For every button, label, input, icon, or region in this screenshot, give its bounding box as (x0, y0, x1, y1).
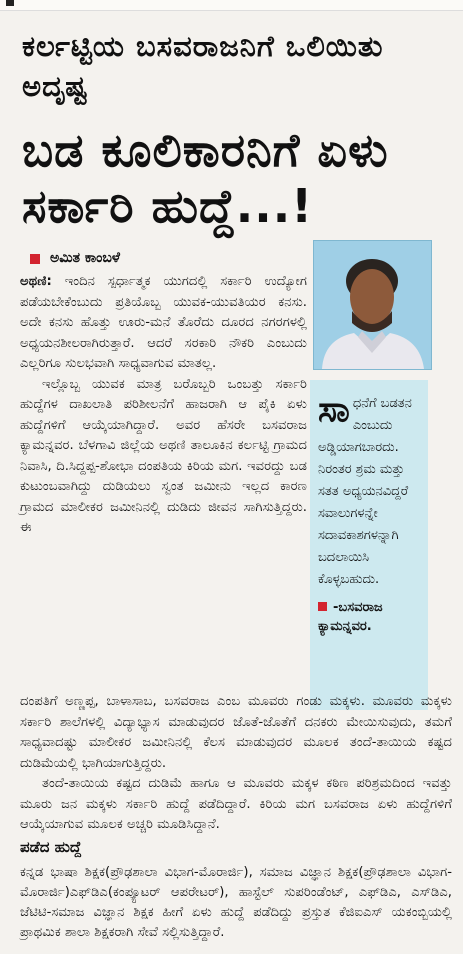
quote-attribution: -ಬಸವರಾಜ ಕ್ಯಾಮನ್ನವರ. (318, 600, 383, 634)
paragraph-2: ಇಲ್ಲೊಬ್ಬ ಯುವಕ ಮಾತ್ರ ಬರೊಬ್ಬರಿ ಒಂಬತ್ತು ಸರ್ಕಾರಿ ಹುದ್ದೆಗಳ ದಾಖಲಾತಿ ಪರಿಶೀಲನೆಗೆ ಹಾಜರಾಗಿ ಆ ಪೈಕಿ ಏಳು ಹುದ್ದೆಗಳಿಗೆ ಆಯ್ಕೆಯಾಗಿದ್ದಾರೆ. ಅವರ ಹೆಸರೇ ಬಸವರಾಜ ಕ್ಯಾಮನ್ನವರ. ಬೆಳಗಾವಿ ಜಿಲ್ಲೆಯ ಅಥಣಿ ತಾಲೂಕಿನ ಕರ್ಲಟ್ಟಿ ಗ್ರಾಮದ ನಿವಾಸಿ, ದಿ.ಸಿದ್ದಪ್ಪ-ಶೋಭಾ ದಂಪತಿಯ ಕಿರಿಯ ಮಗ. ಇವರದ್ದು ಬಡ ಕುಟುಂಬವಾಗಿದ್ದು ದುಡಿಯಲು ಸ್ವಂತ ಜಮೀನು ಇಲ್ಲದ ಕಾರಣ ಗ್ರಾಮದ ಮಾಲೀಕರ ಜಮೀನಿನಲ್ಲಿ ದುಡಿದು ಜೀವನ ಸಾಗಿಸುತ್ತಿದ್ದರು. ಈ (20, 376, 307, 535)
pull-quote-box (310, 380, 428, 710)
article-body-wide (20, 692, 452, 836)
attribution-bullet-icon (318, 602, 327, 611)
quote-attribution-row (318, 598, 420, 636)
portrait-photo (313, 240, 432, 370)
byline-bullet-icon (30, 254, 40, 264)
quote-text: ಧನೆಗೆ ಬಡತನ ಎಂಬುದು ಅಡ್ಡಿಯಾಗಬಾರದು. ನಿರಂತರ ಶ್ರಮ ಮತ್ತು ಸತತ ಅಧ್ಯಯನವಿದ್ದರೆ ಸವಾಲುಗಳನ್ನೇ ಸದಾವಕಾಶಗಳನ್ನಾಗಿ ಬದಲಾಯಿಸಿ ಕೊಳ್ಳಬಹುದು. (318, 396, 412, 587)
paragraph-4: ಕನ್ನಡ ಭಾಷಾ ಶಿಕ್ಷಕ(ಪ್ರೌಢಶಾಲಾ ವಿಭಾಗ-ಮೊರಾರ್ಜಿ), ಸಮಾಜ ವಿಜ್ಞಾನ ಶಿಕ್ಷಕ(ಪ್ರೌಢಶಾಲಾ ವಿಭಾಗ-ಮೊರಾರ್ಜಿ)ಎಫ್‌ಡಿಎ(ಕಂಪ್ಯೂಟರ್ ಆಪರೇಟರ್), ಹಾಸ್ಟೆಲ್ ಸುಪರಿಂಡೆಂಟ್, ಎಫ್‌ಡಿಎ, ಎಸ್‌ಡಿಎ, ಜೆಟಿಟಿ-ಸಮಾಜ ವಿಜ್ಞಾನ ಶಿಕ್ಷಕ ಹೀಗೆ ಏಳು ಹುದ್ದೆ ಪಡೆದಿದ್ದು ಪ್ರಸ್ತುತ ಕೆಜಿಐಎಸ್ ಯಕಂಬ್ಬಿಯಲ್ಲಿ ಪ್ರಾಥಮಿಕ ಶಾಲಾ ಶಿಕ್ಷಕರಾಗಿ ಸೇವೆ ಸಲ್ಲಿಸುತ್ತಿದ್ದಾರೆ. (20, 865, 452, 940)
paragraph-1: ಇಂದಿನ ಸ್ಪರ್ಧಾತ್ಮಕ ಯುಗದಲ್ಲಿ ಸರ್ಕಾರಿ ಉದ್ಯೋಗ ಪಡೆಯಬೇಕೆಂಬುದು ಪ್ರತಿಯೊಬ್ಬ ಯುವಕ-ಯುವತಿಯರ ಕನಸು. ಅದೇ ಕನಸು ಹೊತ್ತು ಊರು-ಮನೆ ತೊರೆದು ದೂರದ ನಗರಗಳಲ್ಲಿ ಅಧ್ಯಯನಶೀಲರಾಗಿರುತ್ತಾರೆ. ಆದರೆ ಸರಕಾರಿ ನೌಕರಿ ಎಂಬುದು ಎಲ್ಲರಿಗೂ ಸುಲಭವಾಗಿ ಸಾಧ್ಯವಾಗುವ ಮಾತಲ್ಲ. (20, 274, 307, 371)
paragraph-3: ತಂದೆ-ತಾಯಿಯ ಕಷ್ಟದ ದುಡಿಮೆ ಹಾಗೂ ಆ ಮೂವರು ಮಕ್ಕಳ ಕಠಿಣ ಪರಿಶ್ರಮದಿಂದ ಇವತ್ತು ಮೂರು ಜನ ಮಕ್ಕಳು ಸರ್ಕಾರಿ ಹುದ್ದೆ ಪಡೆದಿದ್ದಾರೆ. ಕಿರಿಯ ಮಗ ಬಸವರಾಜ ಏಳು ಹುದ್ದೆಗಳಿಗೆ ಆಯ್ಕೆಯಾಗುವ ಮೂಲಕ ಅಚ್ಚರಿ ಮೂಡಿಸಿದ್ದಾನೆ. (20, 776, 452, 832)
article-column-left (20, 272, 307, 539)
paragraph-2b: ದಂಪತಿಗೆ ಅಣ್ಣಪ್ಪ, ಬಾಳಾಸಾಬ, ಬಸವರಾಜ ಎಂಬ ಮೂವರು ಗಂಡು ಮಕ್ಕಳು. ಮೂವರು ಮಕ್ಕಳು ಸರ್ಕಾರಿ ಶಾಲೆಗಳಲ್ಲಿ ವಿದ್ಯಾಭ್ಯಾಸ ಮಾಡುವುದರ ಜೊತೆ-ಜೊತೆಗೆ ದನಕರು ಮೇಯಿಸುವುದು, ತಮಗೆ ಸಾಧ್ಯವಾದಷ್ಟು ಮಾಲೀಕರ ಜಮೀನಿನಲ್ಲಿ ಕೆಲಸ ಮಾಡುವುದರ ಮೂಲಕ ತಂದೆ-ತಾಯಿಯ ಕಷ್ಟದ ದುಡಿಮೆಯಲ್ಲಿ ಭಾಗಿಯಾಗುತ್ತಿದ್ದರು. (20, 694, 452, 771)
page-edge-mark (6, 0, 14, 6)
kicker: ಕರ್ಲಟ್ಟಿಯ ಬಸವರಾಜನಿಗೆ ಒಲಿಯಿತು ಅದೃಷ್ಟ (22, 29, 384, 103)
news-clipping (10, 12, 460, 954)
byline: ಅಮಿತ ಕಾಂಬಳೆ (50, 250, 120, 266)
quote-initial: ಸಾ (318, 389, 350, 430)
dateline: ಅಥಣಿ: (20, 274, 52, 289)
top-strip (0, 0, 463, 11)
portrait-icon (314, 241, 431, 369)
headline: ಬಡ ಕೂಲಿಕಾರನಿಗೆ ಏಳು ಸರ್ಕಾರಿ ಹುದ್ದೆ...! (22, 123, 389, 233)
subheading: ಪಡೆದ ಹುದ್ದೆ (20, 838, 82, 856)
